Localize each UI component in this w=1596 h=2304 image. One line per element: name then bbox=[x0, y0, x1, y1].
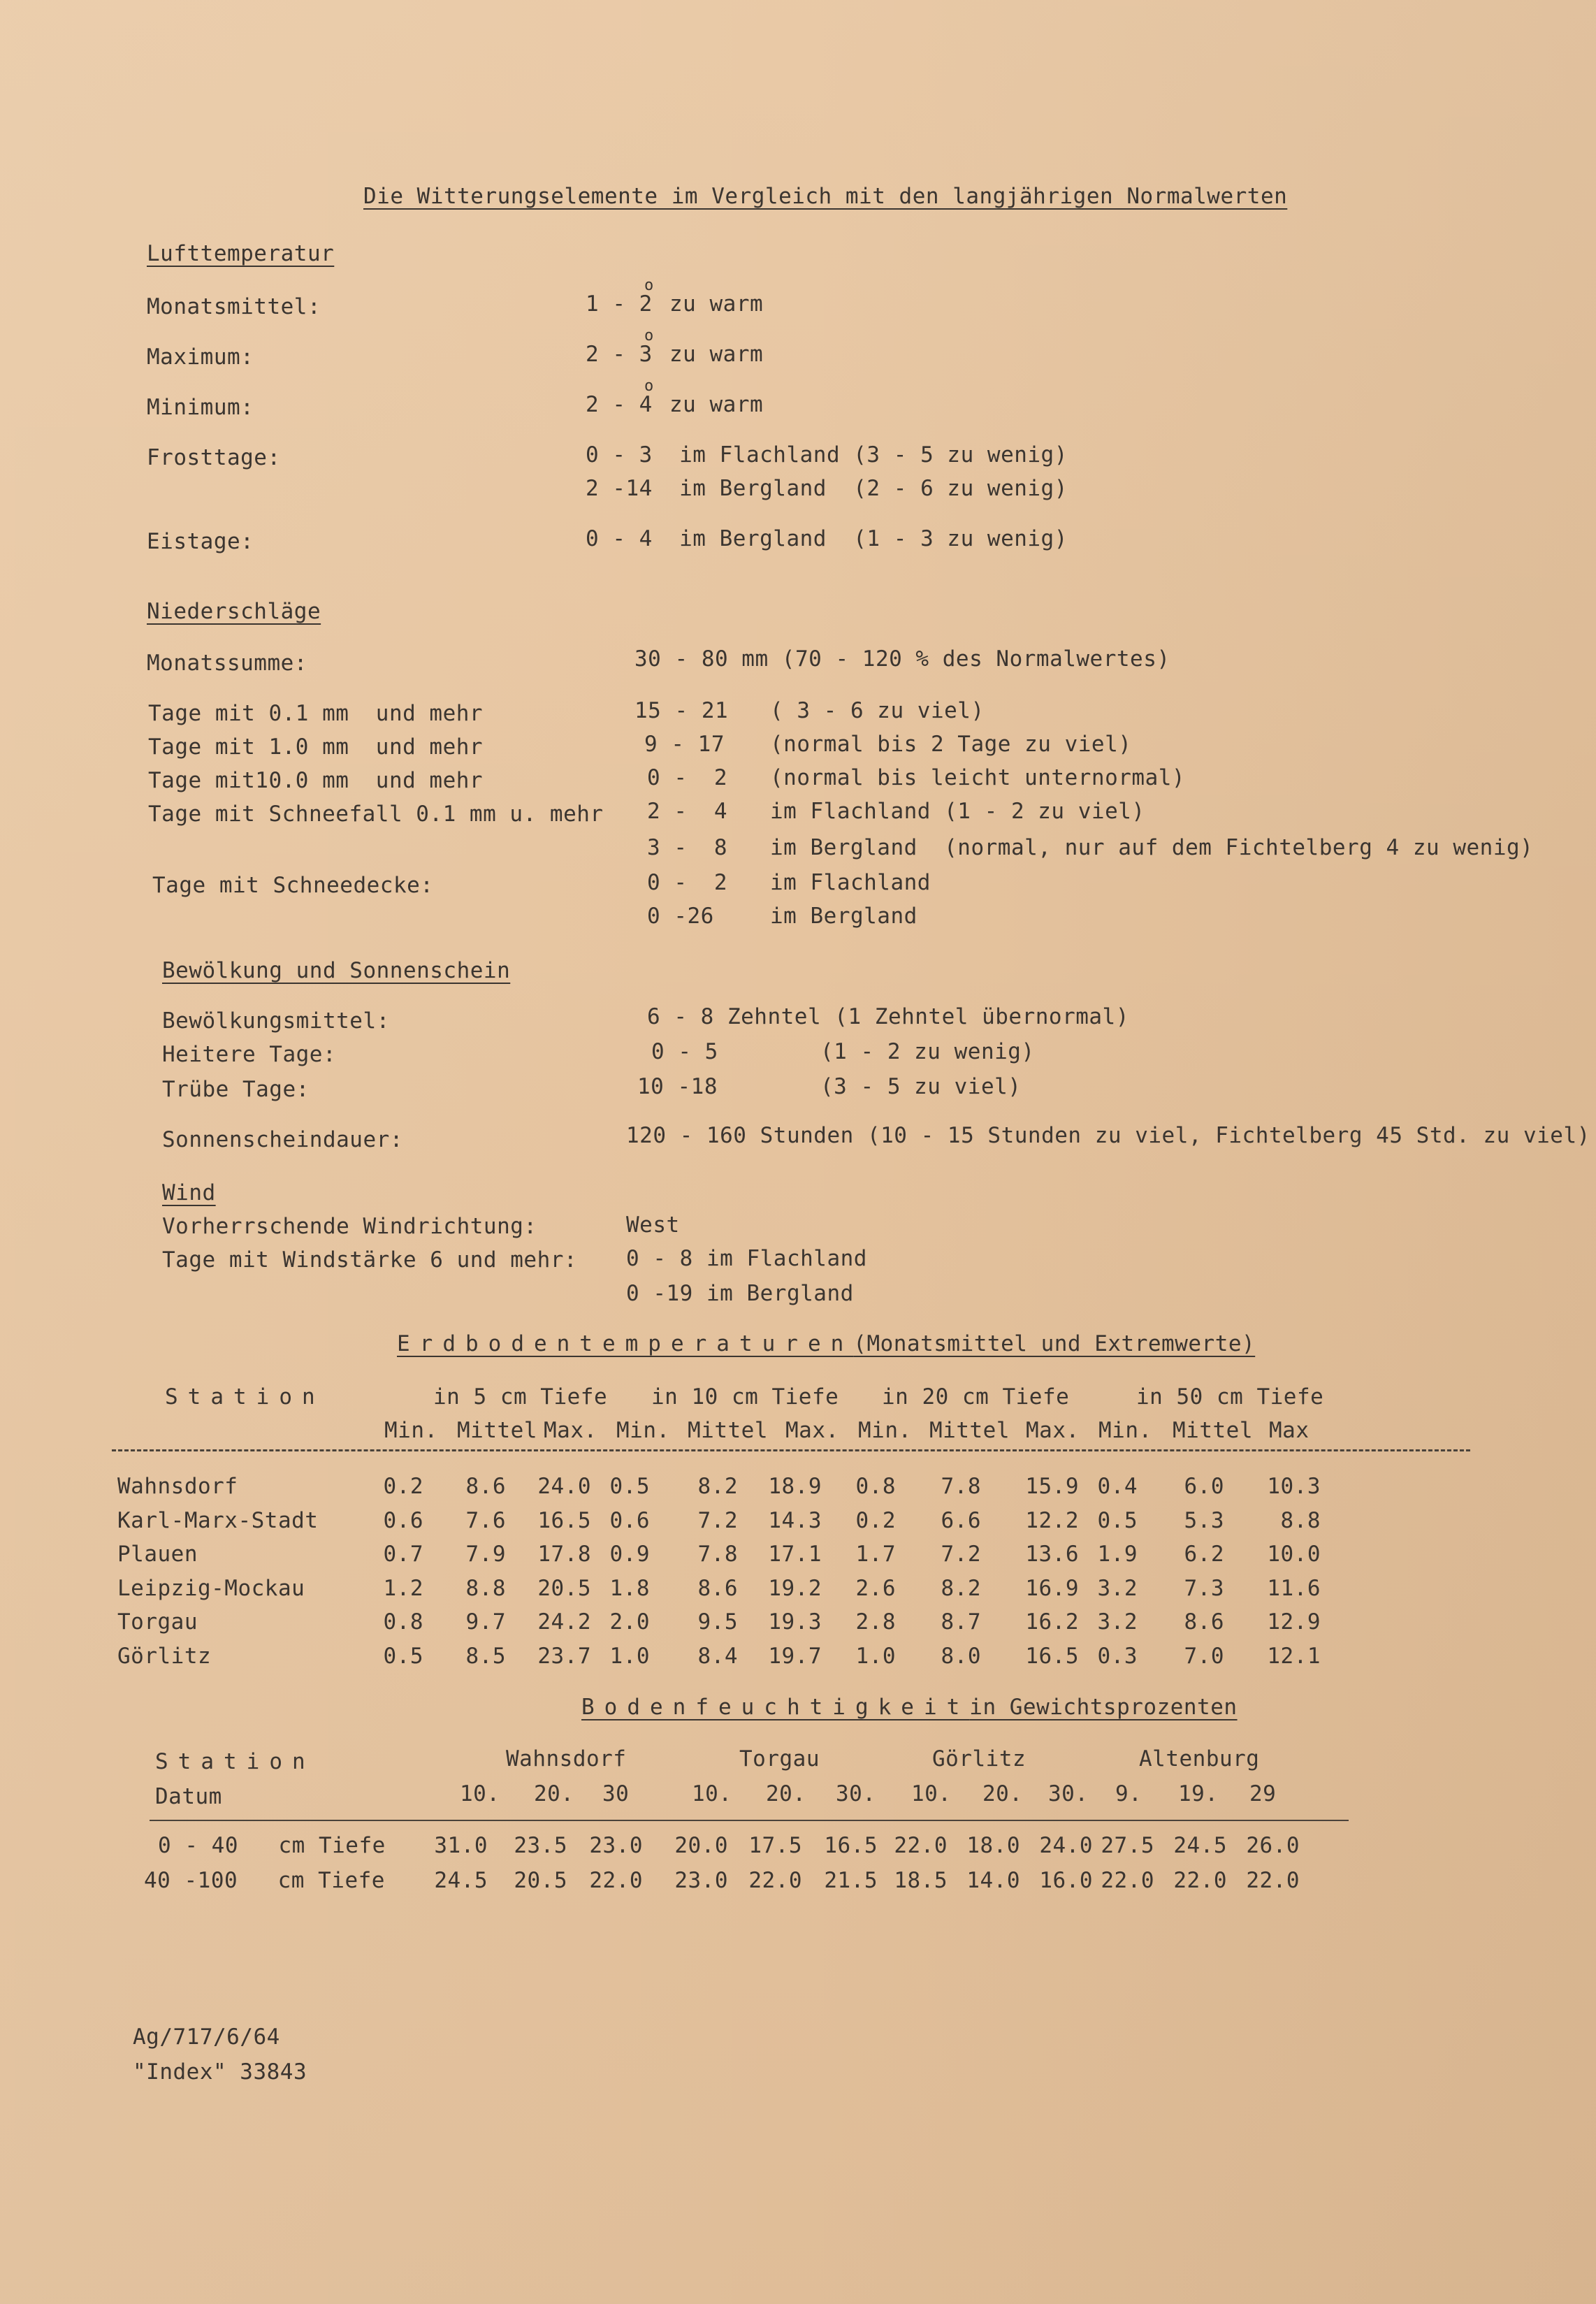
erdboden-cell: 2.6 bbox=[855, 1575, 896, 1601]
maximum-note: zu warm bbox=[669, 342, 764, 367]
erdboden-depth-header: in 10 cm Tiefe bbox=[651, 1384, 839, 1410]
erdboden-subhead: Max. bbox=[1026, 1418, 1080, 1443]
erdboden-cell: 9.7 bbox=[465, 1609, 506, 1635]
niederschlag-row-note: (normal bis 2 Tage zu viel) bbox=[770, 732, 1132, 757]
erdboden-subhead: Max. bbox=[544, 1418, 597, 1443]
niederschlag-row-value: 2 - 4 bbox=[647, 799, 727, 824]
erdboden-station-name: Plauen bbox=[117, 1542, 198, 1567]
erdboden-station-name: Karl-Marx-Stadt bbox=[117, 1507, 319, 1533]
erdboden-cell: 24.0 bbox=[537, 1474, 591, 1499]
erdboden-cell: 12.9 bbox=[1267, 1609, 1321, 1635]
erdboden-cell: 16.2 bbox=[1025, 1609, 1079, 1635]
erdboden-cell: 17.8 bbox=[537, 1542, 591, 1567]
niederschlag-row-value: 0 -26 bbox=[647, 904, 714, 929]
erdboden-cell: 8.8 bbox=[1280, 1507, 1321, 1533]
niederschlag-row-label: Tage mit 0.1 mm und mehr bbox=[148, 701, 484, 726]
erdboden-cell: 8.8 bbox=[465, 1575, 506, 1601]
bodenfeuchte-date: 19. bbox=[1178, 1781, 1219, 1806]
windstaerke-line2: 0 -19 im Bergland bbox=[626, 1281, 854, 1306]
erdboden-cell: 8.6 bbox=[465, 1474, 506, 1499]
erdboden-station-label: Station bbox=[165, 1384, 325, 1410]
erdboden-subhead: Mittel bbox=[457, 1418, 537, 1443]
windstaerke-line1: 0 - 8 im Flachland bbox=[626, 1246, 867, 1271]
erdboden-cell: 12.2 bbox=[1025, 1507, 1079, 1533]
erdboden-cell: 5.3 bbox=[1184, 1507, 1224, 1533]
erdboden-cell: 0.2 bbox=[383, 1474, 423, 1499]
erdboden-depth-header: in 50 cm Tiefe bbox=[1136, 1384, 1324, 1410]
niederschlag-row-note: (normal bis leicht unternormal) bbox=[770, 765, 1186, 790]
table-dashed-rule bbox=[112, 1449, 1470, 1451]
bodenfeuchte-date: 30. bbox=[836, 1781, 876, 1806]
erdboden-subhead: Mittel bbox=[1173, 1418, 1253, 1443]
monatsmittel-note: zu warm bbox=[669, 291, 764, 317]
erdboden-cell: 7.8 bbox=[697, 1542, 738, 1567]
heading-bewoelkung: Bewölkung und Sonnenschein bbox=[162, 958, 511, 983]
erdboden-cell: 2.8 bbox=[855, 1609, 896, 1635]
monatssumme-label: Monatssumme: bbox=[147, 651, 307, 676]
niederschlag-row-note: im Bergland (normal, nur auf dem Fichtelberg 4 zu wenig) bbox=[770, 835, 1534, 860]
bodenfeuchte-date: 29 bbox=[1249, 1781, 1277, 1806]
degree-symbol: o bbox=[644, 327, 654, 345]
bodenfeuchte-cell: 31.0 bbox=[434, 1833, 488, 1858]
erdboden-cell: 2.0 bbox=[609, 1609, 650, 1635]
bodenfeuchte-station-header: Görlitz bbox=[932, 1746, 1026, 1772]
monatsmittel-label: Monatsmittel: bbox=[147, 294, 321, 319]
windrichtung-label: Vorherrschende Windrichtung: bbox=[162, 1214, 537, 1239]
erdboden-cell: 7.9 bbox=[465, 1542, 506, 1567]
sonnenscheindauer-value: 120 - 160 Stunden (10 - 15 Stunden zu viel, Fichtelberg 45 Std. zu viel) bbox=[626, 1123, 1590, 1148]
bodenfeuchte-station-header: Wahnsdorf bbox=[506, 1746, 627, 1772]
heading-lufttemperatur: Lufttemperatur bbox=[147, 241, 335, 266]
erdboden-cell: 0.5 bbox=[1097, 1507, 1138, 1533]
erdboden-cell: 18.9 bbox=[768, 1474, 822, 1499]
truebe-tage-label: Trübe Tage: bbox=[162, 1077, 310, 1102]
erdboden-subhead: Max bbox=[1269, 1418, 1310, 1443]
erdboden-cell: 7.3 bbox=[1184, 1575, 1224, 1601]
erdboden-cell: 15.9 bbox=[1025, 1474, 1079, 1499]
erdboden-cell: 19.3 bbox=[768, 1609, 822, 1635]
bodenfeuchte-date: 9. bbox=[1115, 1781, 1142, 1806]
niederschlag-row-note: im Flachland bbox=[770, 870, 931, 895]
erdboden-cell: 0.6 bbox=[609, 1507, 650, 1533]
erdboden-cell: 7.8 bbox=[941, 1474, 981, 1499]
niederschlag-row-value: 0 - 2 bbox=[647, 765, 727, 790]
frosttage-line1: 0 - 3 im Flachland (3 - 5 zu wenig) bbox=[586, 442, 1068, 468]
niederschlag-row-note: im Bergland bbox=[770, 904, 917, 929]
heading-wind: Wind bbox=[162, 1180, 216, 1205]
erdboden-cell: 0.7 bbox=[383, 1542, 423, 1567]
erdboden-title-spaced: Erdbodentemperaturen bbox=[397, 1331, 854, 1356]
windrichtung-value: West bbox=[626, 1212, 680, 1238]
erdboden-cell: 20.5 bbox=[537, 1575, 591, 1601]
bodenfeuchte-cell: 14.0 bbox=[966, 1868, 1020, 1893]
erdboden-cell: 0.8 bbox=[383, 1609, 423, 1635]
erdboden-cell: 0.2 bbox=[855, 1507, 896, 1533]
bodenfeuchte-depth-label: 40 -100 cm Tiefe bbox=[144, 1868, 385, 1893]
erdboden-cell: 0.9 bbox=[609, 1542, 650, 1567]
niederschlag-row-value: 15 - 21 bbox=[634, 698, 729, 723]
bodenfeuchte-date: 10. bbox=[460, 1781, 500, 1806]
erdboden-cell: 0.4 bbox=[1097, 1474, 1138, 1499]
erdboden-cell: 19.7 bbox=[768, 1643, 822, 1669]
bodenfeuchte-cell: 22.0 bbox=[1246, 1868, 1300, 1893]
bodenfeuchte-date: 20. bbox=[982, 1781, 1023, 1806]
bewoelkungsmittel-label: Bewölkungsmittel: bbox=[162, 1008, 390, 1034]
niederschlag-row-value: 3 - 8 bbox=[647, 835, 727, 860]
bodenfeuchte-cell: 23.5 bbox=[514, 1833, 567, 1858]
niederschlag-row-note: ( 3 - 6 zu viel) bbox=[770, 698, 985, 723]
erdboden-subhead: Min. bbox=[1098, 1418, 1152, 1443]
bodenfeuchte-cell: 24.5 bbox=[434, 1868, 488, 1893]
erdboden-subhead: Mittel bbox=[929, 1418, 1010, 1443]
bodenfeuchte-date: 20. bbox=[534, 1781, 574, 1806]
maximum-label: Maximum: bbox=[147, 345, 254, 370]
erdboden-cell: 1.0 bbox=[855, 1643, 896, 1669]
bodenfeuchte-cell: 16.0 bbox=[1039, 1868, 1093, 1893]
erdboden-cell: 8.7 bbox=[941, 1609, 981, 1635]
erdboden-cell: 12.1 bbox=[1267, 1643, 1321, 1669]
erdboden-cell: 1.8 bbox=[609, 1575, 650, 1601]
degree-symbol: o bbox=[644, 377, 654, 395]
erdboden-cell: 23.7 bbox=[537, 1643, 591, 1669]
erdboden-cell: 7.2 bbox=[697, 1507, 738, 1533]
erdboden-station-name: Leipzig-Mockau bbox=[117, 1575, 305, 1601]
bodenfeuchte-cell: 22.0 bbox=[748, 1868, 802, 1893]
erdboden-depth-header: in 20 cm Tiefe bbox=[882, 1384, 1070, 1410]
heitere-tage-note: (1 - 2 zu wenig) bbox=[820, 1039, 1035, 1064]
frosttage-label: Frosttage: bbox=[147, 445, 281, 470]
document-title: Die Witterungselemente im Vergleich mit den langjährigen Normalwerten bbox=[363, 184, 1288, 209]
erdboden-cell: 8.5 bbox=[465, 1643, 506, 1669]
erdboden-cell: 14.3 bbox=[768, 1507, 822, 1533]
erdboden-station-name: Wahnsdorf bbox=[117, 1474, 238, 1499]
erdboden-cell: 0.6 bbox=[383, 1507, 423, 1533]
erdboden-cell: 0.8 bbox=[855, 1474, 896, 1499]
bodenfeuchte-station-header: Altenburg bbox=[1139, 1746, 1260, 1772]
bodenfeuchte-station-label: Station bbox=[155, 1749, 315, 1774]
bodenfeuchte-date: 10. bbox=[692, 1781, 732, 1806]
erdboden-cell: 1.9 bbox=[1097, 1542, 1138, 1567]
erdboden-cell: 7.0 bbox=[1184, 1643, 1224, 1669]
bodenfeuchte-title-rest: in Gewichtsprozenten bbox=[969, 1695, 1238, 1720]
eistage-label: Eistage: bbox=[147, 529, 254, 554]
niederschlag-row-label: Tage mit Schneedecke: bbox=[152, 873, 434, 898]
footer-reference: Ag/717/6/64 bbox=[133, 2024, 280, 2050]
erdboden-title bbox=[397, 1333, 1255, 1355]
bodenfeuchte-cell: 22.0 bbox=[589, 1868, 643, 1893]
bodenfeuchte-cell: 23.0 bbox=[674, 1868, 728, 1893]
erdboden-cell: 17.1 bbox=[768, 1542, 822, 1567]
erdboden-subhead: Mittel bbox=[688, 1418, 768, 1443]
bodenfeuchte-cell: 16.5 bbox=[824, 1833, 878, 1858]
bodenfeuchte-station-header: Torgau bbox=[739, 1746, 820, 1772]
bodenfeuchte-cell: 26.0 bbox=[1246, 1833, 1300, 1858]
monatssumme-value: 30 - 80 mm (70 - 120 % des Normalwertes) bbox=[634, 646, 1170, 672]
bodenfeuchte-datum-label: Datum bbox=[155, 1784, 222, 1809]
bodenfeuchte-date: 30. bbox=[1048, 1781, 1089, 1806]
erdboden-cell: 1.7 bbox=[855, 1542, 896, 1567]
windstaerke-label: Tage mit Windstärke 6 und mehr: bbox=[162, 1247, 578, 1273]
bewoelkungsmittel-value: 6 - 8 Zehntel (1 Zehntel übernormal) bbox=[647, 1004, 1129, 1029]
erdboden-cell: 7.2 bbox=[941, 1542, 981, 1567]
truebe-tage-value: 10 -18 bbox=[637, 1074, 718, 1099]
erdboden-cell: 6.2 bbox=[1184, 1542, 1224, 1567]
erdboden-cell: 6.0 bbox=[1184, 1474, 1224, 1499]
eistage-line1: 0 - 4 im Bergland (1 - 3 zu wenig) bbox=[586, 526, 1068, 551]
bodenfeuchte-depth-label: 0 - 40 cm Tiefe bbox=[158, 1833, 386, 1858]
bodenfeuchte-cell: 21.5 bbox=[824, 1868, 878, 1893]
minimum-label: Minimum: bbox=[147, 395, 254, 420]
footer-index: "Index" 33843 bbox=[133, 2059, 307, 2085]
erdboden-cell: 0.5 bbox=[383, 1643, 423, 1669]
bodenfeuchte-title-spaced: Bodenfeuchtigkeit bbox=[581, 1695, 970, 1720]
erdboden-cell: 6.6 bbox=[941, 1507, 981, 1533]
minimum-note: zu warm bbox=[669, 392, 764, 417]
degree-symbol: o bbox=[644, 277, 654, 294]
erdboden-cell: 7.6 bbox=[465, 1507, 506, 1533]
bodenfeuchte-cell: 23.0 bbox=[589, 1833, 643, 1858]
erdboden-station-name: Görlitz bbox=[117, 1643, 212, 1669]
niederschlag-row-label: Tage mit10.0 mm und mehr bbox=[148, 768, 484, 793]
erdboden-cell: 10.0 bbox=[1267, 1542, 1321, 1567]
frosttage-line2: 2 -14 im Bergland (2 - 6 zu wenig) bbox=[586, 476, 1068, 501]
erdboden-cell: 24.2 bbox=[537, 1609, 591, 1635]
niederschlag-row-note: im Flachland (1 - 2 zu viel) bbox=[770, 799, 1145, 824]
heading-niederschlaege: Niederschläge bbox=[147, 599, 321, 624]
truebe-tage-note: (3 - 5 zu viel) bbox=[820, 1074, 1022, 1099]
bodenfeuchte-cell: 17.5 bbox=[748, 1833, 802, 1858]
niederschlag-row-label: Tage mit 1.0 mm und mehr bbox=[148, 734, 484, 760]
erdboden-cell: 8.6 bbox=[697, 1575, 738, 1601]
erdboden-cell: 0.5 bbox=[609, 1474, 650, 1499]
erdboden-cell: 16.9 bbox=[1025, 1575, 1079, 1601]
erdboden-title-rest: (Monatsmittel und Extremwerte) bbox=[853, 1331, 1256, 1356]
erdboden-cell: 11.6 bbox=[1267, 1575, 1321, 1601]
bodenfeuchte-cell: 22.0 bbox=[1173, 1868, 1227, 1893]
erdboden-cell: 1.0 bbox=[609, 1643, 650, 1669]
niederschlag-row-value: 0 - 2 bbox=[647, 870, 727, 895]
bodenfeuchte-cell: 18.0 bbox=[966, 1833, 1020, 1858]
table-rule bbox=[150, 1820, 1349, 1821]
erdboden-station-name: Torgau bbox=[117, 1609, 198, 1635]
minimum-value: 2 - 4 bbox=[586, 392, 653, 417]
bodenfeuchte-date: 10. bbox=[911, 1781, 952, 1806]
erdboden-depth-header: in 5 cm Tiefe bbox=[433, 1384, 608, 1410]
erdboden-cell: 1.2 bbox=[383, 1575, 423, 1601]
erdboden-cell: 16.5 bbox=[537, 1507, 591, 1533]
bodenfeuchte-title bbox=[581, 1697, 1238, 1718]
erdboden-cell: 13.6 bbox=[1025, 1542, 1079, 1567]
erdboden-cell: 9.5 bbox=[697, 1609, 738, 1635]
erdboden-subhead: Max. bbox=[785, 1418, 839, 1443]
bodenfeuchte-cell: 22.0 bbox=[894, 1833, 948, 1858]
erdboden-cell: 8.2 bbox=[697, 1474, 738, 1499]
erdboden-cell: 19.2 bbox=[768, 1575, 822, 1601]
bodenfeuchte-cell: 20.0 bbox=[674, 1833, 728, 1858]
bodenfeuchte-cell: 27.5 bbox=[1101, 1833, 1154, 1858]
bodenfeuchte-date: 30 bbox=[602, 1781, 630, 1806]
erdboden-cell: 8.4 bbox=[697, 1643, 738, 1669]
bodenfeuchte-cell: 24.5 bbox=[1173, 1833, 1227, 1858]
erdboden-cell: 8.6 bbox=[1184, 1609, 1224, 1635]
niederschlag-row-value: 9 - 17 bbox=[644, 732, 725, 757]
heitere-tage-value: 0 - 5 bbox=[651, 1039, 718, 1064]
heitere-tage-label: Heitere Tage: bbox=[162, 1042, 337, 1067]
erdboden-cell: 3.2 bbox=[1097, 1609, 1138, 1635]
erdboden-cell: 3.2 bbox=[1097, 1575, 1138, 1601]
bodenfeuchte-cell: 20.5 bbox=[514, 1868, 567, 1893]
erdboden-subhead: Min. bbox=[384, 1418, 438, 1443]
erdboden-subhead: Min. bbox=[858, 1418, 912, 1443]
erdboden-subhead: Min. bbox=[616, 1418, 670, 1443]
bodenfeuchte-date: 20. bbox=[766, 1781, 806, 1806]
niederschlag-row-label: Tage mit Schneefall 0.1 mm u. mehr bbox=[148, 802, 604, 827]
monatsmittel-value: 1 - 2 bbox=[586, 291, 653, 317]
bodenfeuchte-cell: 24.0 bbox=[1039, 1833, 1093, 1858]
erdboden-cell: 10.3 bbox=[1267, 1474, 1321, 1499]
erdboden-cell: 16.5 bbox=[1025, 1643, 1079, 1669]
bodenfeuchte-cell: 18.5 bbox=[894, 1868, 948, 1893]
bodenfeuchte-cell: 22.0 bbox=[1101, 1868, 1154, 1893]
erdboden-cell: 8.2 bbox=[941, 1575, 981, 1601]
maximum-value: 2 - 3 bbox=[586, 342, 653, 367]
erdboden-cell: 0.3 bbox=[1097, 1643, 1138, 1669]
sonnenscheindauer-label: Sonnenscheindauer: bbox=[162, 1127, 403, 1152]
erdboden-cell: 8.0 bbox=[941, 1643, 981, 1669]
